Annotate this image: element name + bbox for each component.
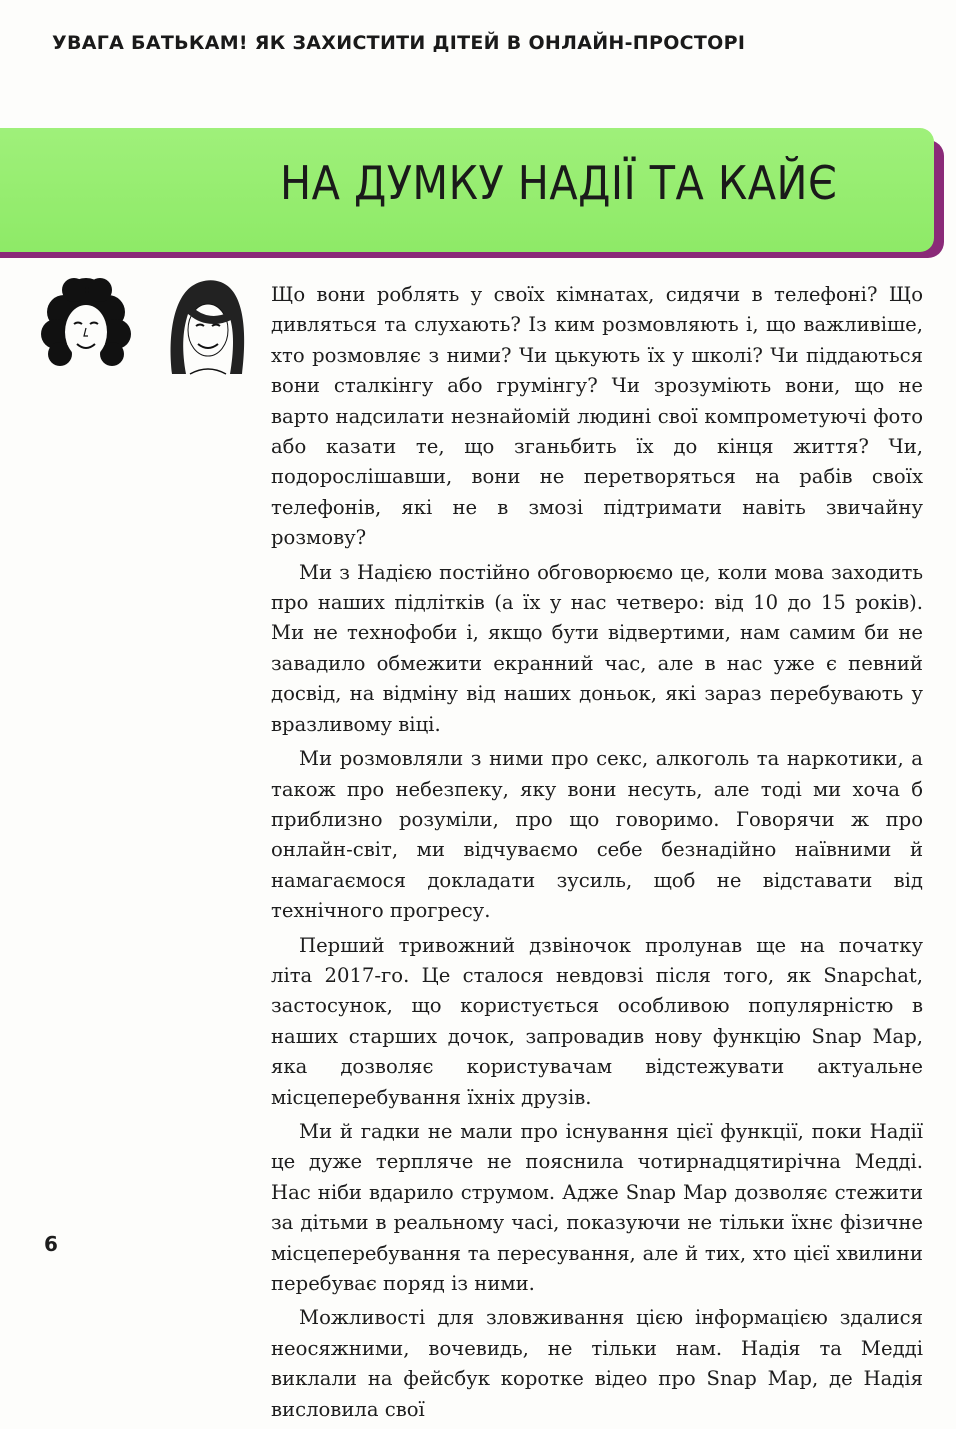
curly-haired-woman-portrait-icon bbox=[30, 270, 142, 382]
paragraph: Ми й гадки не мали про існування цієї функції, поки Надії це дуже терпляче не пояснила чотирнадцятирічна Медді. Нас ніби вдарило струмом. Адже Snap Map дозволяє стежити за дітьми в реальному часі, показуючи не тільки їхнє фізичне місцеперебування та пересування, але й тих, хто цієї хвилини перебуває поряд із ними. bbox=[271, 1119, 923, 1295]
running-head: УВАГА БАТЬКАМ! ЯК ЗАХИСТИТИ ДІТЕЙ В ОНЛАЙН-ПРОСТОРІ bbox=[52, 32, 746, 54]
long-haired-woman-portrait-icon bbox=[150, 270, 262, 382]
author-portraits bbox=[30, 270, 260, 390]
body-text bbox=[271, 280, 923, 1429]
section-title: НА ДУМКУ НАДІЇ ТА КАЙЄ bbox=[280, 156, 838, 210]
paragraph: Що вони роблять у своїх кімнатах, сидячи в телефоні? Що дивляться та слухають? Із ким розмовляють і, що важливіше, хто розмовляє з ними? Чи цькують їх у школі? Чи піддаються вони сталкінгу або грумінгу? Чи зрозуміють вони, що не варто надсилати незнайомій людині свої компрометуючі фото або казати те, що зганьбить їх до кінця життя? Чи, подорослішавши, вони не перетворяться на рабів своїх телефонів, які не в змозі підтримати навіть звичайну розмову? bbox=[271, 283, 923, 550]
paragraph: Можливості для зловживання цією інформацією здалися неосяжними, вочевидь, не тільки нам. Надія та Медді виклали на фейсбук коротке відео про Snap Map, де Надія висловила свої bbox=[271, 1306, 923, 1421]
paragraph: Перший тривожний дзвіночок пролунав ще на початку літа 2017-го. Це сталося невдовзі після того, як Snapchat, застосунок, що користується особливою популярністю в наших старших дочок, запровадив нову функцію Snap Map, яка дозволяє користувачам відстежувати актуальне місцеперебування їхніх друзів. bbox=[271, 933, 923, 1109]
paragraph: Ми з Надією постійно обговорюємо це, коли мова заходить про наших підлітків (а їх у нас четверо: від 10 до 15 років). Ми не технофоби і, якщо бути відвертими, нам самим би не завадило обмежити екранний час, але в нас уже є певний досвід, на відміну від наших доньок, які зараз перебувають у вразливому віці. bbox=[271, 560, 923, 736]
page-number: 6 bbox=[44, 1232, 58, 1256]
paragraph: Ми розмовляли з ними про секс, алкоголь та наркотики, а також про небезпеку, яку вони несуть, але тоді ми хоча б приблизно розуміли, про що говоримо. Говорячи ж про онлайн-світ, ми відчуваємо себе безнадійно наївними й намагаємося докладати зусиль, щоб не відставати від технічного прогресу. bbox=[271, 747, 923, 923]
